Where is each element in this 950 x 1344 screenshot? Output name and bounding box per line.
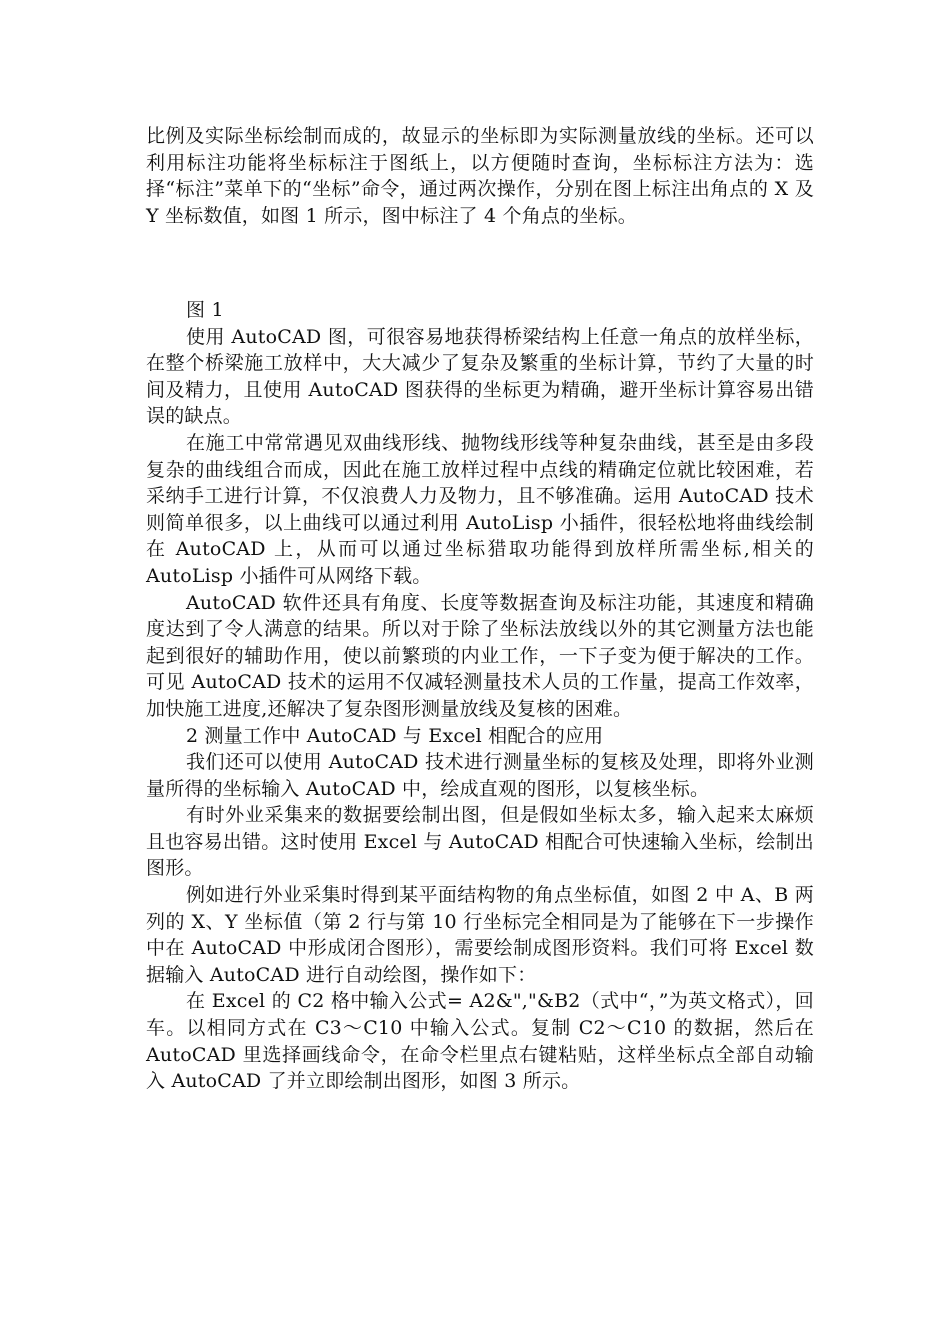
paragraph: 有时外业采集来的数据要绘制出图，但是假如坐标太多，输入起来太麻烦且也容易出错。这时使用 Excel 与 AutoCAD 相配合可快速输入坐标，绘制出图形。: [146, 804, 814, 880]
section-heading: 2 测量工作中 AutoCAD 与 Excel 相配合的应用: [186, 724, 604, 747]
text-block-top: [146, 123, 814, 229]
paragraph: 例如进行外业采集时得到某平面结构物的角点坐标值，如图 2 中 A、B 两列的 X、Y 坐标值（第 2 行与第 10 行坐标完全相同是为了能够在下一步操作中在 AutoCAD 中形成闭合图形），需要绘制成图形资料。我们可将 Excel 数据输入 AutoCAD 进行自动绘图，操作如下：: [146, 884, 814, 986]
paragraph: 使用 AutoCAD 图，可很容易地获得桥梁结构上任意一角点的放样坐标，在整个桥梁施工放样中，大大减少了复杂及繁重的坐标计算，节约了大量的时间及精力，且使用 AutoCAD 图获得的坐标更为精确，避开坐标计算容易出错误的缺点。: [146, 325, 814, 428]
paragraph: 在施工中常常遇见双曲线形线、抛物线形线等种复杂曲线，甚至是由多段复杂的曲线组合而成，因此在施工放样过程中点线的精确定位就比较困难，若采纳手工进行计算，不仅浪费人力及物力，且不够准确。运用 AutoCAD 技术则简单很多，以上曲线可以通过利用 AutoLisp 小插件，很轻松地将曲线绘制在 AutoCAD 上，从而可以通过坐标猎取功能得到放样所需坐标,相关的 AutoLisp 小插件可从网络下载。: [146, 431, 814, 587]
paragraph: 比例及实际坐标绘制而成的，故显示的坐标即为实际测量放线的坐标。还可以利用标注功能将坐标标注于图纸上，以方便随时查询，坐标标注方法为：选择“标注”菜单下的“坐标”命令，通过两次操作，分别在图上标注出角点的 X 及 Y 坐标数值，如图 1 所示，图中标注了 4 个角点的坐标。: [146, 125, 814, 227]
figure-caption: 图 1: [186, 299, 224, 321]
paragraph: AutoCAD 软件还具有角度、长度等数据查询及标注功能，其速度和精确度达到了令人满意的结果。所以对于除了坐标法放线以外的其它测量方法也能起到很好的辅助作用，使以前繁琐的内业工作，一下子变为便于解决的工作。可见 AutoCAD 技术的运用不仅减轻测量技术人员的工作量，提高工作效率，加快施工进度,还解决了复杂图形测量放线及复核的困难。: [146, 591, 814, 720]
paragraph: 在 Excel 的 C2 格中输入公式= A2&","&B2（式中“，”为英文格式），回车。以相同方式在 C3～C10 中输入公式。复制 C2～C10 的数据，然后在 AutoCAD 里选择画线命令，在命令栏里点右键粘贴，这样坐标点全部自动输入 AutoCAD 了并立即绘制出图形，如图 3 所示。: [146, 990, 814, 1093]
paragraph: 我们还可以使用 AutoCAD 技术进行测量坐标的复核及处理，即将外业测量所得的坐标输入 AutoCAD 中，绘成直观的图形，以复核坐标。: [146, 751, 814, 800]
text-block-main: [146, 297, 814, 1095]
